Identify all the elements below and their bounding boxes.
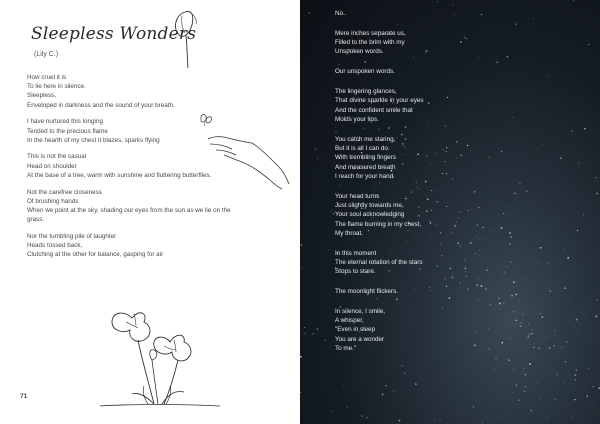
poem-line: In this moment bbox=[335, 249, 377, 257]
star bbox=[528, 403, 529, 404]
poem-line: Unspoken words. bbox=[335, 48, 384, 56]
star bbox=[572, 418, 573, 419]
poem-line: This is not the casual bbox=[27, 153, 87, 161]
poem-line: Filled to the brim with my bbox=[335, 39, 405, 47]
poppy-flowers-icon bbox=[92, 300, 224, 412]
stanza bbox=[335, 67, 585, 76]
star bbox=[524, 391, 525, 392]
star bbox=[317, 328, 319, 330]
star bbox=[596, 193, 598, 195]
poem-line: To me." bbox=[335, 345, 357, 353]
poem-line: Molds your lips. bbox=[335, 115, 379, 123]
stanza bbox=[27, 232, 295, 260]
poem-line: Your soul acknowledging bbox=[335, 211, 405, 219]
poem-line: My throat. bbox=[335, 229, 363, 237]
star bbox=[588, 44, 589, 45]
star bbox=[595, 177, 597, 179]
poem-right-column bbox=[335, 9, 585, 364]
star bbox=[575, 375, 576, 376]
star bbox=[457, 412, 458, 413]
poem-line: The flame burning in my chest, bbox=[335, 220, 422, 228]
star bbox=[546, 418, 547, 419]
star bbox=[460, 370, 461, 371]
poem-line: Mere inches separate us, bbox=[335, 29, 406, 37]
stanza bbox=[335, 29, 585, 57]
star bbox=[541, 376, 542, 377]
star bbox=[332, 410, 334, 412]
poem-line: grass. bbox=[27, 216, 45, 224]
poem-line: But it is all I can do. bbox=[335, 144, 390, 152]
star bbox=[592, 386, 593, 387]
star bbox=[317, 158, 318, 159]
star bbox=[300, 392, 301, 393]
poem-line: You catch me staring, bbox=[335, 135, 396, 143]
star bbox=[550, 394, 551, 395]
star bbox=[523, 368, 524, 369]
poem-left-column bbox=[27, 73, 295, 267]
star bbox=[385, 385, 386, 386]
stanza bbox=[335, 87, 585, 124]
star bbox=[573, 0, 574, 1]
star bbox=[325, 340, 326, 341]
star bbox=[540, 398, 541, 399]
stanza bbox=[335, 249, 585, 277]
star bbox=[592, 404, 593, 405]
star bbox=[332, 210, 333, 211]
star bbox=[574, 399, 575, 400]
stanza bbox=[335, 287, 585, 296]
poem-line: The eternal rotation of the stars bbox=[335, 258, 423, 266]
poem-line: And measured breath bbox=[335, 163, 396, 171]
poem-line: Sleepless, bbox=[27, 92, 57, 100]
star bbox=[564, 382, 565, 383]
poem-line: Nor the tumbling pile of laughter bbox=[27, 232, 117, 240]
star bbox=[373, 399, 374, 400]
stanza bbox=[27, 152, 295, 180]
star bbox=[473, 406, 474, 407]
poem-line: Our unspoken words. bbox=[335, 68, 395, 76]
poem-line: I reach for your hand bbox=[335, 172, 394, 180]
poem-line: How cruel it is bbox=[27, 74, 67, 81]
star bbox=[537, 382, 538, 383]
star bbox=[512, 392, 513, 393]
poem-line: With trembling fingers bbox=[335, 154, 396, 162]
page-number: 71 bbox=[20, 393, 28, 400]
star bbox=[404, 372, 405, 373]
star bbox=[584, 387, 585, 388]
calla-lily-icon bbox=[170, 8, 206, 70]
star bbox=[401, 365, 402, 366]
star bbox=[300, 356, 302, 358]
stanza bbox=[27, 188, 295, 225]
star bbox=[493, 369, 494, 370]
poem-line: At the base of a tree, warm with sunshine and fluttering butterflies. bbox=[27, 171, 212, 179]
poem-line: Not the carefree closeness bbox=[27, 188, 102, 196]
star bbox=[310, 235, 311, 236]
star bbox=[514, 369, 515, 370]
poem-line: When we point at the sky, shading our eyes from the sun as we lie on the bbox=[27, 206, 231, 214]
star bbox=[556, 374, 557, 375]
poem-line: Just slightly towards me, bbox=[335, 201, 404, 209]
star bbox=[315, 149, 316, 150]
poem-line: No. bbox=[335, 10, 345, 17]
star bbox=[303, 334, 304, 335]
star bbox=[328, 250, 329, 251]
star bbox=[586, 396, 587, 397]
right-page bbox=[300, 0, 600, 424]
star bbox=[347, 406, 349, 408]
poem-line: In silence, I smile, bbox=[335, 307, 386, 315]
poem-line: Head on shoulder bbox=[27, 162, 77, 170]
star bbox=[588, 368, 589, 369]
poem-line: Of brushing hands bbox=[27, 197, 79, 205]
star bbox=[301, 244, 302, 245]
stanza bbox=[335, 192, 585, 238]
star bbox=[393, 390, 395, 392]
poem-line: Tended to the precious flame bbox=[27, 127, 108, 135]
poem-line: And the confident smile that bbox=[335, 106, 413, 114]
star bbox=[302, 268, 303, 269]
star bbox=[530, 410, 532, 412]
star bbox=[555, 399, 556, 400]
poem-line: A whisper, bbox=[335, 317, 364, 325]
poem-line: Stops to stare. bbox=[335, 268, 376, 276]
poem-line: "Even in sleep bbox=[335, 326, 376, 334]
star bbox=[595, 316, 597, 318]
star bbox=[437, 1, 438, 2]
star bbox=[343, 385, 344, 386]
poem-line: You are a wonder bbox=[335, 335, 385, 343]
star bbox=[361, 415, 363, 417]
star bbox=[525, 374, 527, 376]
poem-line: To lie here in silence. bbox=[27, 83, 86, 91]
star bbox=[576, 369, 578, 371]
star bbox=[435, 419, 436, 420]
poem-line: That divine sparkle in your eyes bbox=[335, 97, 424, 105]
stanza bbox=[27, 117, 295, 145]
stanza bbox=[27, 73, 295, 110]
star bbox=[325, 29, 326, 30]
stanza bbox=[335, 135, 585, 181]
poem-author: (Lily C.) bbox=[34, 51, 59, 58]
star bbox=[518, 400, 519, 401]
star bbox=[596, 299, 597, 300]
poem-line: Enveloped in darkness and the sound of your breath. bbox=[27, 101, 175, 109]
poem-line: In the hearth of my chest it blazes, sparks flying bbox=[27, 136, 160, 144]
star bbox=[305, 333, 306, 334]
star bbox=[525, 386, 526, 387]
star bbox=[482, 422, 483, 423]
poem-line: I have nurtured this longing bbox=[27, 118, 103, 126]
star bbox=[453, 4, 454, 5]
stanza bbox=[335, 307, 585, 353]
star bbox=[439, 419, 440, 420]
poem-line: Clutching at the other for balance, gasping for air bbox=[27, 251, 164, 259]
star bbox=[415, 383, 416, 384]
poem-line: The moonlight flickers. bbox=[335, 288, 398, 296]
star bbox=[516, 385, 517, 386]
star bbox=[574, 374, 575, 375]
stanza bbox=[335, 9, 585, 18]
star bbox=[501, 418, 502, 419]
star bbox=[304, 327, 305, 328]
poem-line: Heads tossed back, bbox=[27, 242, 83, 250]
star bbox=[574, 379, 576, 381]
star bbox=[320, 168, 321, 169]
star bbox=[323, 46, 324, 47]
poem-title: Sleepless Wonders bbox=[31, 24, 197, 44]
star bbox=[399, 420, 401, 422]
star bbox=[366, 417, 367, 418]
poem-line: The lingering glances, bbox=[335, 87, 397, 95]
star bbox=[382, 394, 383, 395]
star bbox=[312, 333, 314, 335]
star bbox=[499, 389, 500, 390]
poem-line: Your head turns bbox=[335, 192, 380, 200]
star bbox=[308, 12, 310, 14]
star bbox=[416, 3, 417, 4]
